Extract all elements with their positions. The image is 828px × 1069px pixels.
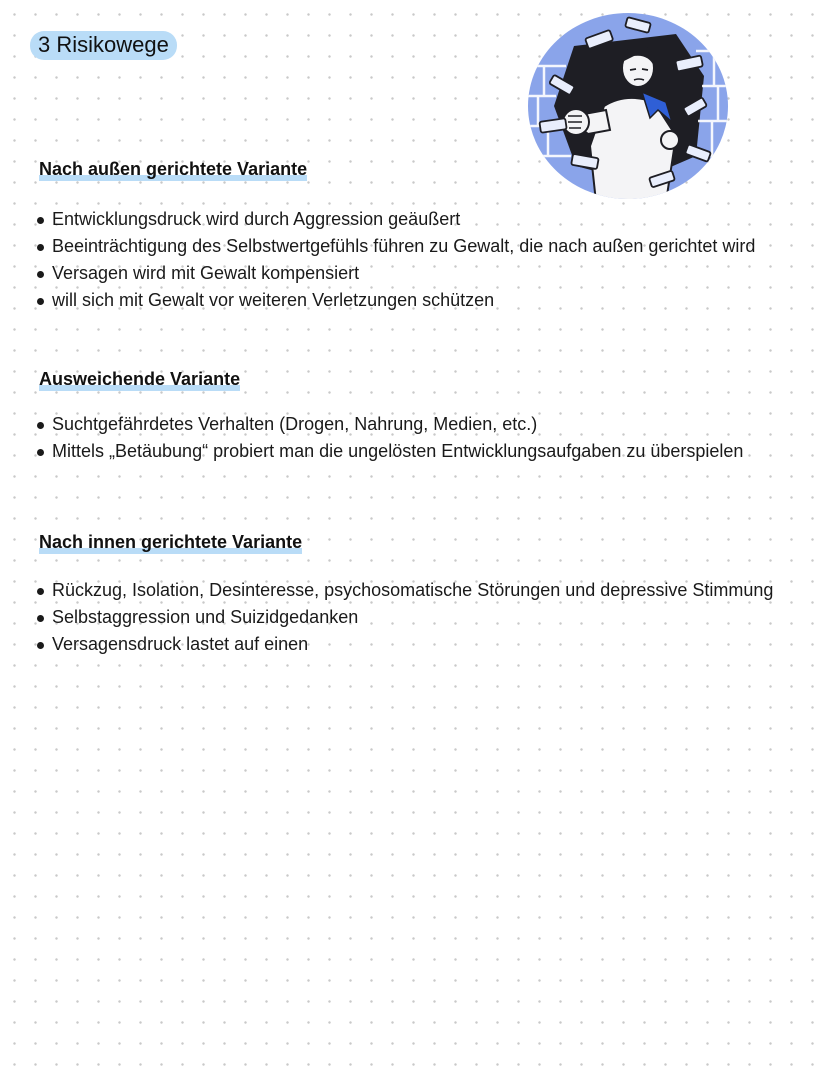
list-item: Beeinträchtigung des Selbstwertgefühls führen zu Gewalt, die nach außen gerichtet wird: [34, 233, 804, 260]
section-heading-outward: Nach außen gerichtete Variante: [39, 159, 308, 179]
bullet-list-evasive: [34, 411, 804, 465]
list-item: Suchtgefährdetes Verhalten (Drogen, Nahrung, Medien, etc.): [34, 411, 804, 438]
list-item: Versagensdruck lastet auf einen: [34, 631, 804, 658]
list-item: Rückzug, Isolation, Desinteresse, psychosomatische Störungen und depressive Stimmung: [34, 577, 804, 604]
list-item: Versagen wird mit Gewalt kompensiert: [34, 260, 804, 287]
list-item: Entwicklungsdruck wird durch Aggression geäußert: [34, 206, 804, 233]
list-item: will sich mit Gewalt vor weiteren Verletzungen schützen: [34, 287, 804, 314]
page-title: 3 Risikowege: [30, 31, 177, 60]
section-heading-inward: Nach innen gerichtete Variante: [39, 532, 303, 552]
man-breaking-wall-illustration: [526, 6, 732, 202]
section-heading-evasive: Ausweichende Variante: [39, 369, 241, 389]
bullet-list-outward: [34, 206, 804, 314]
list-item: Mittels „Betäubung“ probiert man die ungelösten Entwicklungsaufgaben zu überspielen: [34, 438, 804, 465]
bullet-list-inward: [34, 577, 804, 658]
list-item: Selbstaggression und Suizidgedanken: [34, 604, 804, 631]
